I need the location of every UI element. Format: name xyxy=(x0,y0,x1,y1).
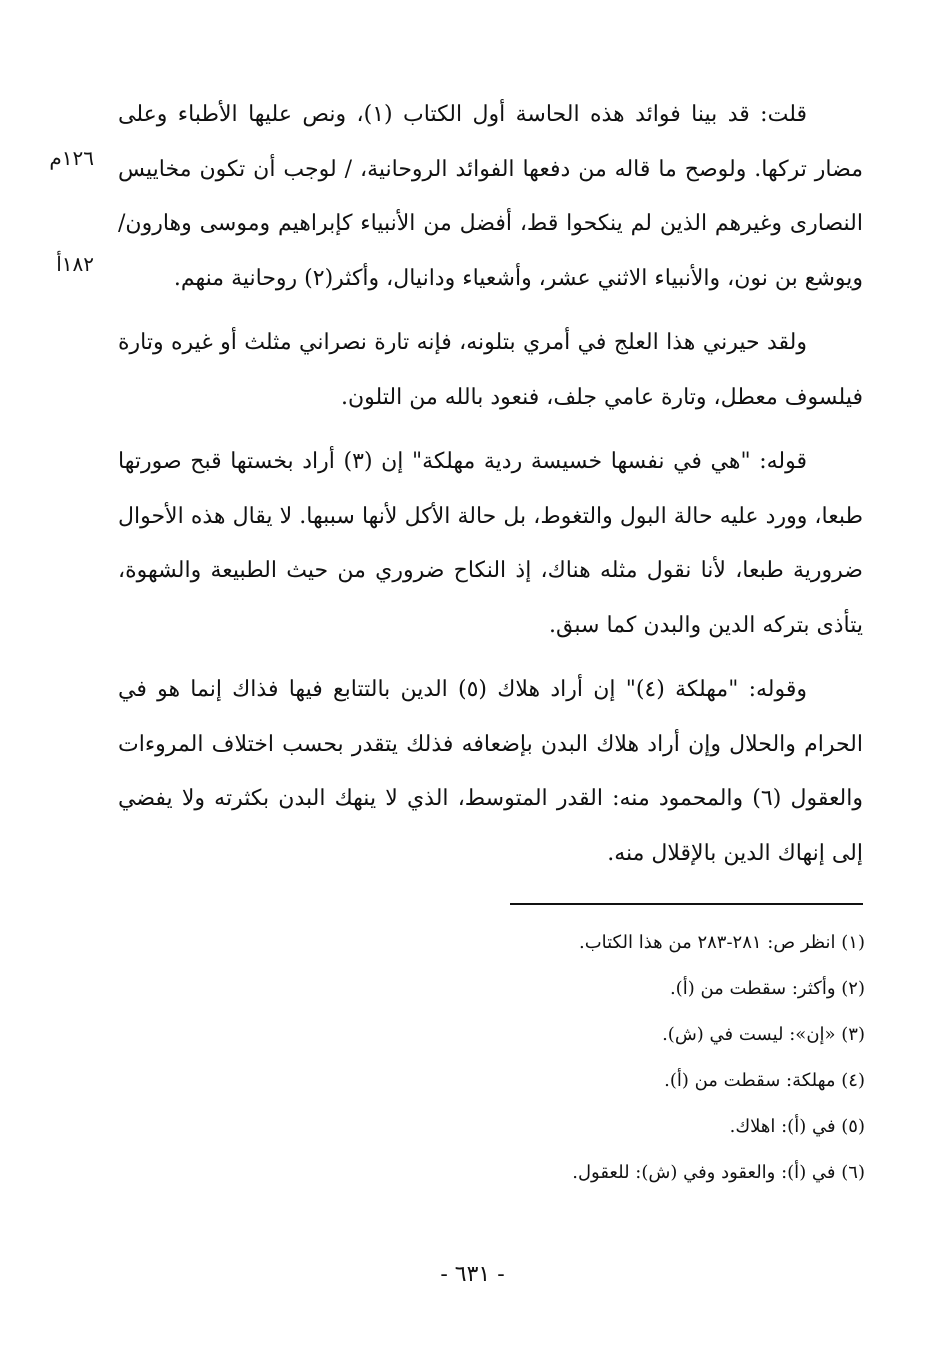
paragraph: قوله: "هي في نفسها خسيسة ردية مهلكة" إن (٣) أراد بخستها قبح صورتها طبعا، وورد عليه حالة البول والتغوط، بل حالة الأكل لأنها سببها. لا يقال هذه الأحوال ضرورية طبعا، لأنا نقول مثله هناك، إذ النكاح ضروري من حيث الطبيعة والشهوة، يتأذى بتركه الدين والبدن كما سبق. xyxy=(118,449,863,638)
footnote: (٤) مهلكة: سقطت من (أ). xyxy=(664,1070,865,1091)
footnote-divider xyxy=(510,903,863,905)
main-text xyxy=(118,88,863,881)
footnote: (٢) وأكثر: سقطت من (أ). xyxy=(669,978,865,999)
paragraph: ولقد حيرني هذا العلج في أمري بتلونه، فإنه تارة نصراني مثلث أو غيره وتارة فيلسوف معطل، وتارة عامي جلف، فنعود بالله من التلون. xyxy=(118,330,863,410)
footnotes xyxy=(300,920,865,1196)
footnote: (٦) في (أ): والعقود وفي (ش): للعقول. xyxy=(572,1162,865,1183)
margin-note-manuscript-a: ١٨٢أ xyxy=(56,252,94,276)
footnote: (٣) «إن»: ليست في (ش). xyxy=(662,1024,865,1045)
footnote: (١) انظر ص: ٢٨١-٢٨٣ من هذا الكتاب. xyxy=(578,932,865,953)
paragraph: قلت: قد بينا فوائد هذه الحاسة أول الكتاب (١)، ونص عليها الأطباء وعلى مضار تركها. ولوصح ما قاله من دفعها الفوائد الروحانية، / لوجب أن تكون مخاييس النصارى وغيرهم الذين لم ينكحوا قط، أفضل من الأنبياء كإبراهيم وموسى وهارون/ ويوشع بن نون، والأنبياء الاثني عشر، وأشعياء ودانيال، وأكثر(٢) روحانية منهم. xyxy=(118,102,863,291)
page-number: - ٦٣١ - xyxy=(440,1262,505,1287)
footnote: (٥) في (أ): اهلاك. xyxy=(729,1116,865,1137)
margin-note-manuscript-m: ١٢٦م xyxy=(49,146,94,170)
paragraph: وقوله: "مهلكة (٤)" إن أراد هلاك (٥) الدين بالتتابع فيها فذاك إنما هو في الحرام والحلال وإن أراد هلاك البدن بإضعافه فذلك يتقدر بحسب اختلاف المروءات والعقول (٦) والمحمود منه: القدر المتوسط، الذي لا ينهك البدن بكثرته ولا يفضي إلى إنهاك الدين بالإقلال منه. xyxy=(118,677,863,866)
